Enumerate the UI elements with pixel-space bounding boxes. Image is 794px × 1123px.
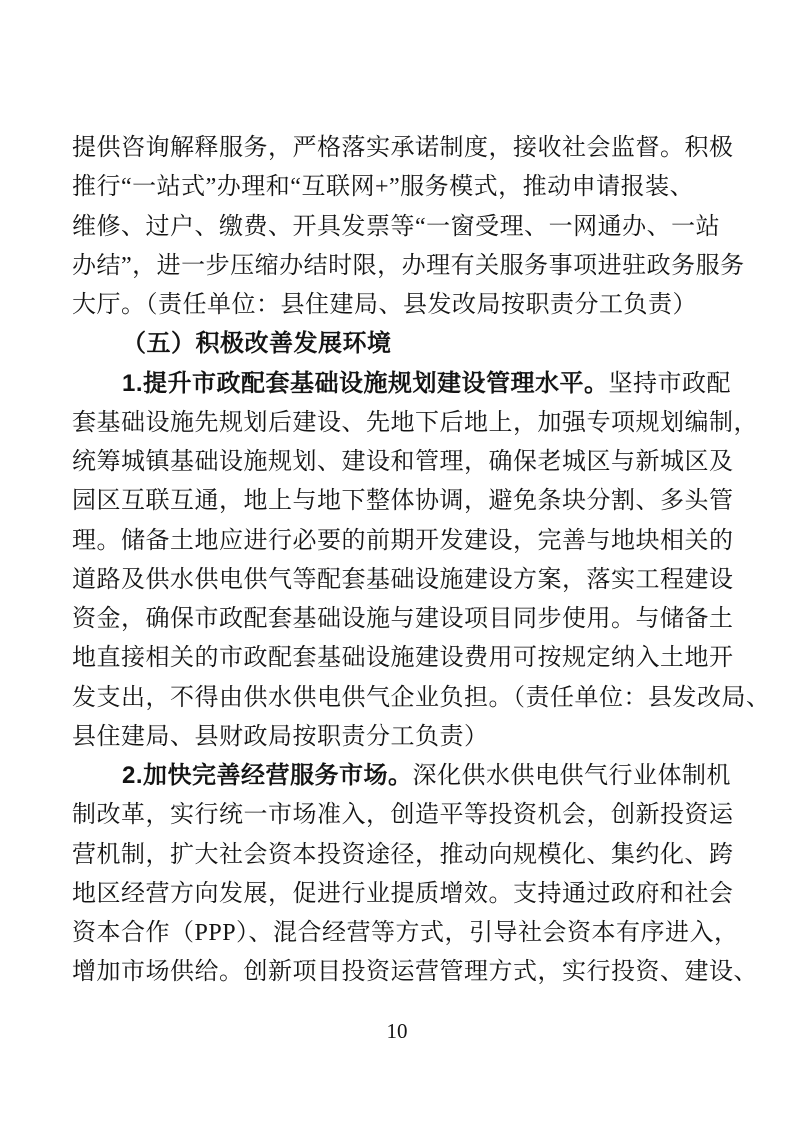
line-text: 资本合作（PPP）、混合经营等方式，引导社会资本有序进入， xyxy=(72,920,739,946)
text-line xyxy=(72,442,734,481)
line-text: 发支出，不得由供水供电供气企业负担。（责任单位：县发改局、 xyxy=(72,684,771,711)
line-text: 地直接相关的市政配套基础设施建设费用可按规定纳入土地开 xyxy=(72,645,734,672)
line-text: 制改革，实行统一市场准入，创造平等投资机会，创新投资运 xyxy=(72,802,734,829)
line-text: 大厅。（责任单位：县住建局、县发改局按职责分工负责） xyxy=(72,292,697,318)
line-text: 营机制，扩大社会资本投资途径，推动向规模化、集约化、跨 xyxy=(72,841,734,868)
line-text: 统筹城镇基础设施规划、建设和管理，确保老城区与新城区及 xyxy=(72,449,734,475)
text-line xyxy=(72,756,732,795)
text-line xyxy=(72,364,732,403)
text-line xyxy=(72,874,734,913)
text-line xyxy=(72,952,758,991)
line-text: 县住建局、县财政局按职责分工负责） xyxy=(72,723,489,750)
text-line xyxy=(72,128,734,167)
text-line xyxy=(72,638,734,677)
line-text: 道路及供水供电供气等配套基础设施建设方案，落实工程建设 xyxy=(72,566,734,593)
text-line xyxy=(72,913,739,952)
text-line xyxy=(72,599,734,638)
text-line xyxy=(72,481,734,520)
line-text: 增加市场供给。创新项目投资运营管理方式，实行投资、建设、 xyxy=(72,959,758,986)
line-text: 深化供水供电供气行业体制机 xyxy=(412,763,732,789)
text-line xyxy=(72,167,727,206)
line-text: 理。储备土地应进行必要的前期开发建设，完善与地块相关的 xyxy=(72,527,734,554)
document-body xyxy=(72,128,771,992)
text-line xyxy=(72,403,758,442)
text-line xyxy=(72,285,727,324)
line-text: 园区互联互通，地上与地下整体协调，避免条块分割、多头管 xyxy=(72,488,734,515)
line-bold-text: 1.提升市政配套基础设施规划建设管理水平。 xyxy=(122,369,609,397)
line-text: 提供咨询解释服务，严格落实承诺制度，接收社会监督。积极 xyxy=(72,135,734,161)
text-line xyxy=(72,246,745,285)
text-line xyxy=(72,560,734,599)
text-line xyxy=(72,835,734,874)
text-line xyxy=(72,717,727,756)
line-bold-text: （五）积极改善发展环境 xyxy=(122,330,392,358)
line-text: 资金，确保市政配套基础设施与建设项目同步使用。与储备土 xyxy=(72,606,734,632)
line-bold-text: 2.加快完善经营服务市场。 xyxy=(122,762,413,789)
line-text: 坚持市政配 xyxy=(608,370,732,397)
line-text: 地区经营方向发展，促进行业提质增效。支持通过政府和社会 xyxy=(72,880,734,907)
text-line xyxy=(72,795,734,834)
line-text: 办结”，进一步压缩办结时限，办理有关服务事项进驻政务服务 xyxy=(72,252,745,279)
text-line xyxy=(72,678,771,717)
page-number: 10 xyxy=(386,1019,408,1043)
text-line xyxy=(72,207,727,246)
line-text: 维修、过户、缴费、开具发票等“一窗受理、一网通办、一站 xyxy=(72,213,721,240)
line-text: 套基础设施先规划后建设、先地下后地上，加强专项规划编制， xyxy=(72,409,758,436)
section-heading xyxy=(72,324,727,363)
line-text: 推行“一站式”办理和“互联网+”服务模式，推动申请报装、 xyxy=(72,174,695,201)
text-line xyxy=(72,521,734,560)
